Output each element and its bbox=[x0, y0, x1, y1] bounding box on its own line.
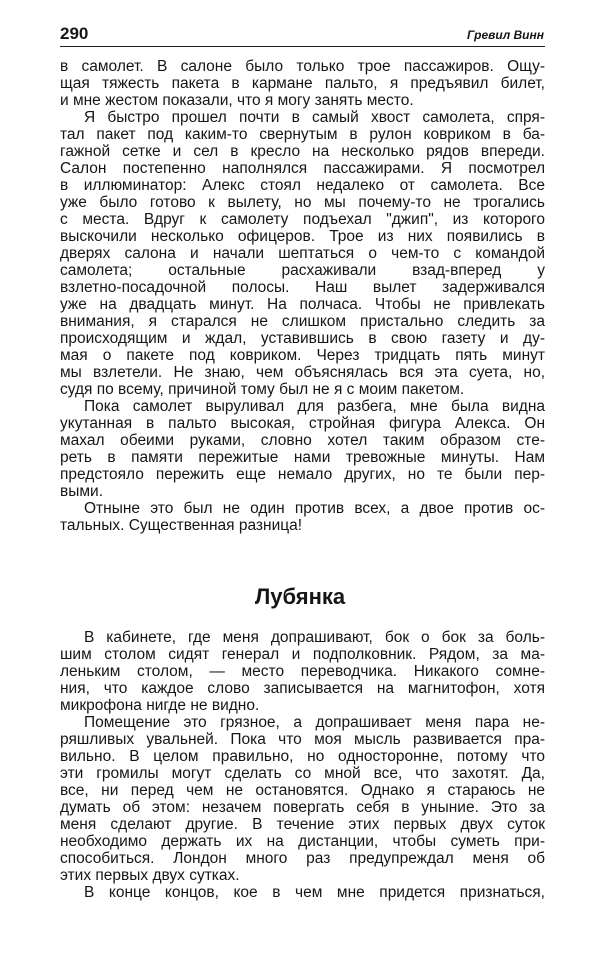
text-line: ния, что каждое слово записывается на магнитофон, хотя bbox=[60, 680, 545, 697]
paragraph bbox=[60, 629, 545, 714]
section-2-text bbox=[60, 629, 545, 901]
paragraph bbox=[60, 884, 545, 901]
text-line: в иллюминатор: Алекс стоял недалеко от самолета. Все bbox=[60, 177, 545, 194]
paragraph bbox=[60, 109, 545, 398]
text-line: взлетно-посадочной полосы. Наш вылет задерживался bbox=[60, 279, 545, 296]
text-line: выми. bbox=[60, 483, 103, 500]
text-line: Отныне это был не один против всех, а двое против ос- bbox=[84, 500, 545, 517]
text-line: способиться. Лондон много раз предупреждал меня об bbox=[60, 850, 545, 867]
section-1-text bbox=[60, 58, 545, 534]
text-line: думать об этом: незачем повергать себя в уныние. Это за bbox=[60, 799, 545, 816]
text-line: щая тяжесть пакета в кармане пальто, я предъявил билет, bbox=[60, 75, 545, 92]
text-line: и мне жестом показали, что я могу занять место. bbox=[60, 92, 414, 109]
text-line: мая о пакете под ковриком. Через тридцать пять минут bbox=[60, 347, 545, 364]
text-line: эти громилы могут сделать со мной все, что захотят. Да, bbox=[60, 765, 545, 782]
paragraph bbox=[60, 398, 545, 500]
text-line: махал обеими руками, словно хотел таким образом сте- bbox=[60, 432, 545, 449]
text-line: самолета; остальные расхаживали взад-вперед у bbox=[60, 262, 545, 279]
text-line: Я быстро прошел почти в самый хвост самолета, спря- bbox=[84, 109, 545, 126]
text-line: шим столом сидят генерал и подполковник. Рядом, за ма- bbox=[60, 646, 545, 663]
text-line: меня сделают другие. В течение этих первых двух суток bbox=[60, 816, 545, 833]
text-line: дверях салона и начали шептаться о чем-то с командой bbox=[60, 245, 545, 262]
text-line: все, ни перед чем не остановятся. Однако я стараюсь не bbox=[60, 782, 545, 799]
text-line: Пока самолет выруливал для разбега, мне была видна bbox=[84, 398, 545, 415]
text-line: тал пакет под каким-то свернутым в рулон ковриком в ба- bbox=[60, 126, 545, 143]
text-line: ряшливых увальней. Пока что моя мысль развивается пра- bbox=[60, 731, 545, 748]
chapter-heading: Лубянка bbox=[254, 584, 346, 609]
text-line: микрофона нигде не видно. bbox=[60, 697, 260, 714]
header-rule bbox=[60, 46, 545, 47]
text-line: В кабинете, где меня допрашивают, бок о бок за боль- bbox=[84, 629, 545, 646]
text-line: предстояло пережить еще немало других, но те были пер- bbox=[60, 466, 545, 483]
text-line: происходящим и ждал, уставившись в свою газету и ду- bbox=[60, 330, 545, 347]
text-line: гажной сетке и сел в кресло на несколько рядов впереди. bbox=[60, 143, 545, 160]
paragraph bbox=[60, 500, 545, 534]
text-line: Помещение это грязное, а допрашивает меня пара не- bbox=[84, 714, 545, 731]
text-line: судя по всему, причиной тому был не я с моим пакетом. bbox=[60, 381, 465, 398]
text-line: внимания, я старался не слишком пристально следить за bbox=[60, 313, 545, 330]
running-header-author: Гревил Винн bbox=[467, 28, 544, 42]
text-line: этих первых двух сутках. bbox=[60, 867, 240, 884]
text-line: необходимо держать их на дистанции, чтобы суметь при- bbox=[60, 833, 545, 850]
text-line: выскочили несколько офицеров. Трое из них появились в bbox=[60, 228, 545, 245]
text-line: В конце концов, кое в чем мне придется признаться, bbox=[84, 884, 545, 901]
text-line: вильно. В целом правильно, но односторонне, потому что bbox=[60, 748, 545, 765]
text-line: уже было готово к вылету, но мы почему-то не трогались bbox=[60, 194, 545, 211]
text-line: с места. Вдруг к самолету подъехал "джип", из которого bbox=[60, 211, 545, 228]
text-line: Салон постепенно наполнялся пассажирами. Я посмотрел bbox=[60, 160, 545, 177]
text-line: в самолет. В салоне было только трое пассажиров. Ощу- bbox=[60, 58, 545, 75]
text-line: мы взлетели. Не знаю, чем объяснялась вся эта суета, но, bbox=[60, 364, 545, 381]
paragraph bbox=[60, 58, 545, 109]
text-line: леньким столом, — место переводчика. Никакого сомне- bbox=[60, 663, 545, 680]
text-line: укутанная в пальто высокая, стройная фигура Алекса. Он bbox=[60, 415, 545, 432]
page-number: 290 bbox=[60, 24, 89, 43]
paragraph bbox=[60, 714, 545, 884]
text-line: уже на двадцать минут. На полчаса. Чтобы не привлекать bbox=[60, 296, 545, 313]
text-line: тальных. Существенная разница! bbox=[60, 517, 303, 534]
text-line: реть в памяти пережитые нами тревожные минуты. Нам bbox=[60, 449, 545, 466]
